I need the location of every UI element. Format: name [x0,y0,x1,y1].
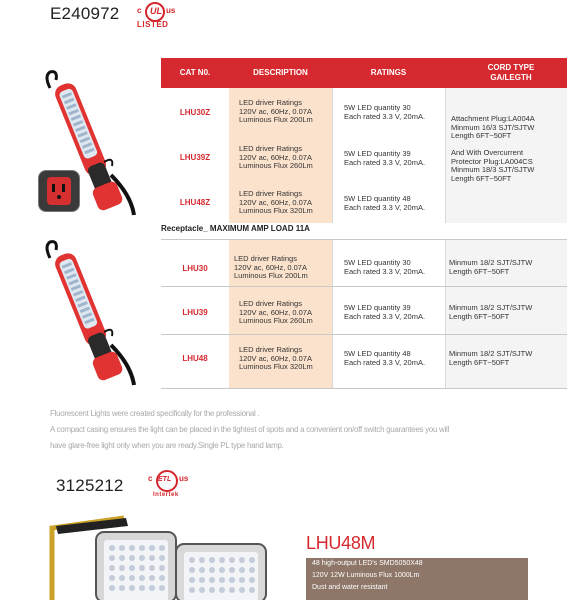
description-line: Fluorescent Lights were created specifically for the professional . [50,409,260,418]
cert-number: 3125212 [56,476,124,495]
description-cell: LED driver Ratings 120V ac, 60Hz, 0.07A Luminous Flux 260Lm [239,144,313,170]
cat-no: LHU30 [182,264,208,273]
spec-line: 48 high-output LED's SMD5050X48 [312,560,423,567]
receptacle-closeup-image [38,170,80,212]
ul-listed-logo: c UL us LISTED [135,2,175,28]
product-spec-box [306,558,528,600]
cord-type-cell: Attachment Plug:LA004A Minmum 16/3 SJT/SJTW Length 6FT~50FT And With Overcurrent Protector Plug:LA004CS Minmum 18/3 SJT/SJTW Length 6FT~50FT [451,114,535,183]
description-line: have glare-free light only when you are ready.Single PL type hand lamp. [50,441,284,450]
description-cell: LED driver Ratings 120V ac, 60Hz, 0.07A Luminous Flux 260Lm [239,299,313,325]
ratings-cell: 5W LED quantity 30 Each rated 3.3 V, 20mA. [344,103,426,121]
spec-line: 120V 12W Luminous Flux 1000Lm [312,572,420,579]
product-description [50,406,560,454]
cat-no: LHU48 [182,354,208,363]
cord-type-cell: Minmum 18/2 SJT/SJTW Length 6FT~50FT [449,303,533,321]
spec-line: Dust and water resistant [312,584,388,591]
description-cell: LED driver Ratings 120V ac, 60Hz, 0.07A Luminous Flux 320Lm [239,345,313,371]
cat-no: LHU39Z [179,153,211,162]
product-model-title: LHU48M [306,533,376,553]
ratings-cell: 5W LED quantity 39 Each rated 3.3 V, 20mA. [344,303,426,321]
description-line: A compact casing ensures the light can be placed in the tightest of spots and a convenient on/off switch guarantees you will [50,425,449,434]
ratings-cell: 5W LED quantity 48 Each rated 3.3 V, 20mA. [344,349,426,367]
flood-light-images [40,514,290,600]
header-description: DESCRIPTION [253,68,308,77]
cert-number: E240972 [50,4,120,23]
etl-listed-logo: c ETL us Intertek [146,470,186,500]
description-cell: LED driver Ratings 120V ac, 60Hz, 0.07A Luminous Flux 200Lm [239,98,313,124]
header-cat-no: CAT N0. [179,68,211,77]
header-ratings: RATINGS [370,68,407,77]
header-cord-type: CORD TYPE GA/LEGTH [487,63,535,82]
cord-type-cell: Minmum 18/2 SJT/SJTW Length 6FT~50FT [449,349,533,367]
description-cell: LED driver Ratings 120V ac, 60Hz, 0.07A Luminous Flux 320Lm [239,189,313,215]
cat-no: LHU39 [182,308,208,317]
cat-no: LHU30Z [179,108,211,117]
cat-no: LHU48Z [179,198,211,207]
receptacle-note: Receptacle_ MAXIMUM AMP LOAD 11A [161,224,310,233]
ratings-cell: 5W LED quantity 39 Each rated 3.3 V, 20mA. [344,149,426,167]
hand-lamp-image [36,240,146,390]
cord-type-cell: Minmum 18/2 SJT/SJTW Length 6FT~50FT [449,258,533,276]
description-cell: LED driver Ratings 120V ac, 60Hz, 0.07A Luminous Flux 200Lm [234,254,308,280]
ratings-cell: 5W LED quantity 30 Each rated 3.3 V, 20mA. [344,258,426,276]
ratings-cell: 5W LED quantity 48 Each rated 3.3 V, 20mA. [344,194,426,212]
table-header [161,58,567,88]
